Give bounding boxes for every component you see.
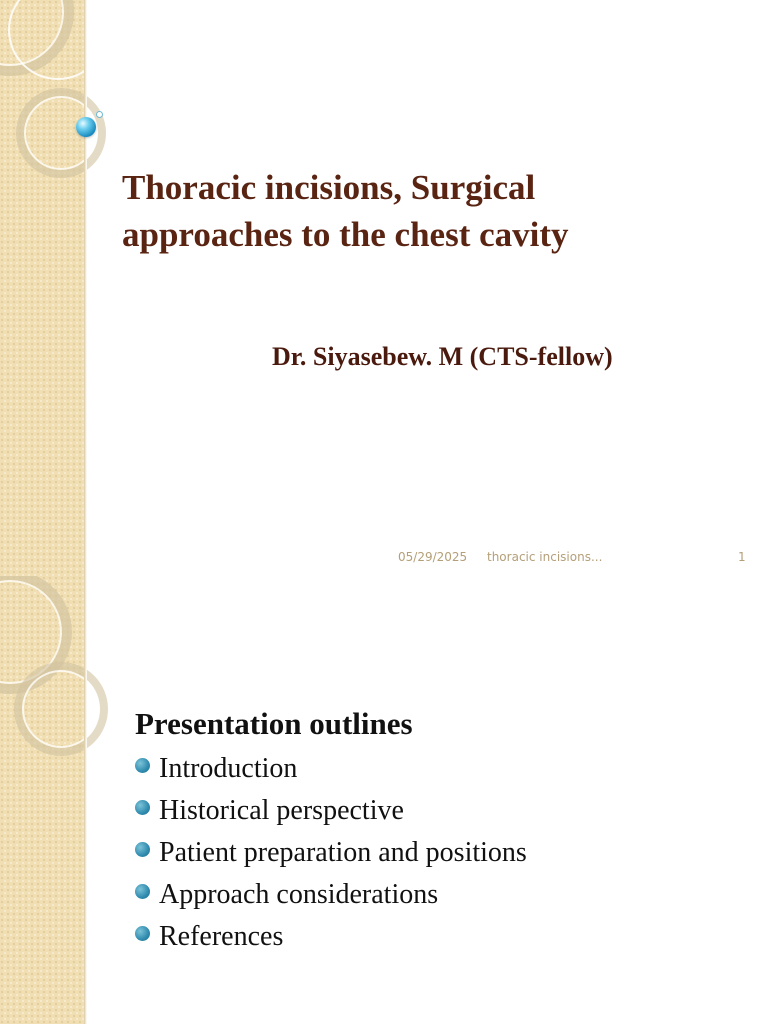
slide-title (122, 164, 682, 258)
list-item-text: Patient preparation and positions (159, 837, 527, 868)
decorative-side-panel (0, 0, 84, 576)
blue-bead-icon (76, 117, 96, 137)
small-bead-icon (96, 111, 103, 118)
list-item (133, 918, 527, 960)
list-item-text: Introduction (159, 753, 298, 784)
bullet-dot-icon (135, 842, 150, 857)
list-item-text: Approach considerations (159, 879, 439, 910)
panel-divider (84, 0, 87, 576)
title-line: approaches to the chest cavity (122, 215, 569, 254)
decorative-ring-icon (14, 662, 108, 756)
outline-heading: Presentation outlines (135, 706, 413, 741)
bullet-dot-icon (135, 800, 150, 815)
outline-list (133, 750, 527, 960)
footer-date: 05/29/2025 (398, 550, 468, 564)
list-item (133, 750, 527, 792)
title-line: Thoracic incisions, Surgical (122, 168, 536, 207)
list-item-text: References (159, 921, 284, 952)
footer-page-number: 1 (738, 550, 746, 564)
bullet-dot-icon (135, 758, 150, 773)
bullet-dot-icon (135, 926, 150, 941)
decorative-side-panel (0, 576, 84, 1024)
slide-2 (0, 576, 768, 1024)
slide-subtitle: Dr. Siyasebew. M (CTS-fellow) (272, 342, 613, 371)
bullet-dot-icon (135, 884, 150, 899)
list-item (133, 876, 527, 918)
list-item-text: Historical perspective (159, 795, 404, 826)
footer-title: thoracic incisions... (487, 550, 603, 564)
list-item (133, 792, 527, 834)
list-item (133, 834, 527, 876)
panel-divider (84, 576, 87, 1024)
